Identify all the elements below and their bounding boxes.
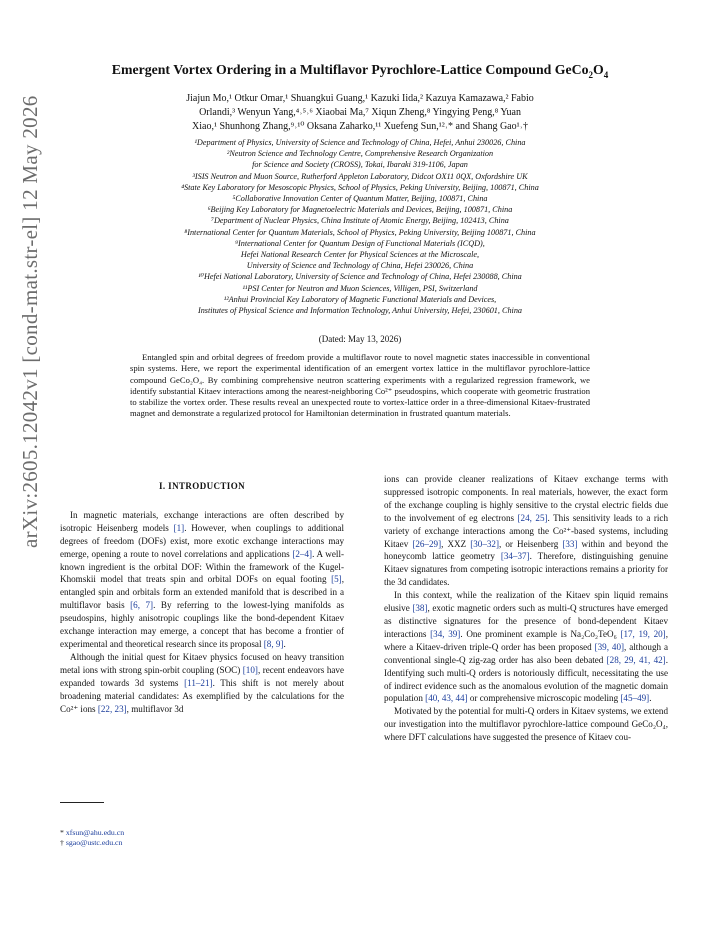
affiliation-line: ⁵Collaborative Innovation Center of Quantum Matter, Beijing, 100871, China (232, 194, 488, 204)
affiliations (80, 137, 640, 316)
paragraph-text: , XXZ (441, 538, 471, 549)
paragraph-text: ions can provide cleaner realizations of Kitaev exchange terms with suppressed isotropic components. In real materials, however, the exact form of the exchange coupling is highly sensitive to the crystal electric fields due to the involvement of eg electrons (384, 474, 668, 523)
citation-link[interactable]: [5] (331, 574, 342, 585)
footnotes (60, 828, 124, 848)
column-right (384, 473, 668, 744)
paragraph-text: . A well-known ingredient is the orbital DOF: Within the framework of the Kugel-Khomskii model that treats spin and orbital DOFs on equal footing (60, 548, 344, 585)
paragraph-text: , although a conventional single-Q zig-zag order has also been debated (384, 641, 668, 665)
affiliation-line: for Science and Society (CROSS), Tokai, Ibaraki 319-1106, Japan (252, 160, 468, 170)
citation-link[interactable]: [26–29] (412, 538, 442, 549)
paragraph-text: or comprehensive microscopic modeling (467, 693, 621, 704)
citation-link[interactable]: [28, 29, 41, 42] (606, 654, 666, 665)
footnote-rule (60, 802, 104, 803)
citation-link[interactable]: [24, 25] (517, 512, 548, 523)
affiliation-line: ⁸International Center for Quantum Materials, School of Physics, Peking University, Beijing 100871, China (184, 227, 536, 237)
section-heading: I. INTRODUCTION (158, 481, 245, 491)
citation-link[interactable]: [6, 7] (130, 600, 154, 611)
affiliation-line: ⁶Beijing Key Laboratory for Magnetoelectric Materials and Devices, Beijing, 100871, China (207, 205, 513, 215)
paragraph (60, 651, 344, 716)
abstract: Entangled spin and orbital degrees of freedom provide a multiflavor route to novel magnetic states inaccessible in conventional spin systems. Here, we report the experimental identification of an emergent vortex lattice in the multiflavor pyrochlore-lattice compound GeCo₂O₄. By combining comprehensive neutron scattering experiments with a regularized regression framework, we identify substantial Kitaev interactions among the nearest-neighboring Co²⁺ pseudospins, which cooperate with geometric frustration to stabilize the vortex order. These results reveal an unexpected route to vortex-lattice order in a three-dimensional Kitaev-frustrated magnet and demonstrate a regularized protocol for Hamiltonian determination in frustrated quantum materials. (130, 352, 590, 419)
paragraph-text: In magnetic materials, exchange interactions are often described by isotropic Heisenberg models (60, 509, 344, 533)
paragraph-text: In this context, while the realization of the Kitaev spin liquid remains elusive (384, 590, 668, 614)
paragraph-text: . Therefore, distinguishing genuine Kitaev signatures from competing isotropic interactions remains a priority for the 3d candidates. (384, 551, 668, 588)
affiliation-line: ⁴State Key Laboratory for Mesoscopic Physics, School of Physics, Peking University, Beijing, 100871, China (181, 182, 539, 192)
citation-link[interactable]: [8, 9] (263, 638, 284, 649)
affiliation-line: University of Science and Technology of China, Hefei 230026, China (246, 261, 474, 271)
affiliation-line: ¹²Anhui Provincial Key Laboratory of Magnetic Functional Materials and Devices, (223, 294, 497, 304)
paragraph-text: within and beyond the honeycomb lattice geometry (384, 538, 668, 562)
footnote-mark: † (60, 838, 64, 847)
paragraph (384, 473, 668, 589)
arxiv-sidebar-id: arXiv:2605.12042v1 [cond-mat.str-el] 12 May 2026 (18, 95, 42, 548)
paragraph-text: , multiflavor 3d (126, 703, 184, 714)
citation-link[interactable]: [17, 19, 20] (620, 628, 666, 639)
paragraph (60, 509, 344, 651)
author-line: Xiao,¹ Shunhong Zhang,⁹˒¹⁰ Oksana Zaharko,¹¹ Xuefeng Sun,¹²˒* and Shang Gao¹˒† (192, 121, 528, 132)
affiliation-line: ²Neutron Science and Technology Centre, Comprehensive Research Organization (226, 149, 494, 159)
paper-title: Emergent Vortex Ordering in a Multiflavor Pyrochlore-Lattice Compound $GeCo_2O_4$ (111, 62, 609, 80)
citation-link[interactable]: [34–37] (500, 551, 530, 562)
citation-link[interactable]: [11–21] (184, 677, 213, 688)
citation-link[interactable]: [2–4] (292, 548, 313, 559)
column-left (60, 473, 344, 715)
date-line: (Dated: May 13, 2026) (318, 334, 402, 344)
paragraph (384, 705, 668, 744)
citation-link[interactable]: [30–32] (470, 538, 500, 549)
affiliation-line: Hefei National Research Center for Physical Sciences at the Microscale, (240, 250, 480, 260)
paragraph-text: Motivated by the potential for multi-Q orders in Kitaev systems, we extend our investigation into the multiflavor pyrochlore-lattice compound GeCo₂O₄, where DFT calculations have suggested the presence of Kitaev cou- (384, 706, 668, 743)
affiliation-line: ⁷Department of Nuclear Physics, China Institute of Atomic Energy, Beijing, 102413, China (211, 216, 509, 226)
paragraph-text: . However, when couplings to additional degrees of freedom (DOFs) exist, more exotic exchange interactions may emerge, opening a route to novel correlations and applications (60, 522, 344, 559)
email-link[interactable]: sgao@ustc.edu.cn (65, 838, 123, 847)
citation-link[interactable]: [34, 39] (430, 628, 461, 639)
author-line: Orlandi,³ Wenyun Yang,⁴˒⁵˒⁶ Xiaobai Ma,⁷ Xiqun Zheng,⁸ Yingying Peng,⁸ Yuan (199, 107, 521, 118)
paragraph-text: , or Heisenberg (499, 538, 563, 549)
citation-link[interactable]: [22, 23] (97, 703, 127, 714)
citation-link[interactable]: [10] (242, 664, 258, 675)
paragraph-text: . One prominent example is Na₂Co₂TeO₆ (460, 628, 621, 639)
citation-link[interactable]: [1] (173, 522, 185, 533)
citation-link[interactable]: [38] (412, 603, 428, 614)
affiliation-line: ¹Department of Physics, University of Science and Technology of China, Hefei, Anhui 230026, China (194, 138, 526, 147)
affiliation-line: ¹⁰Hefei National Laboratory, University of Science and Technology of China, Hefei 230088, China (198, 272, 522, 282)
paragraph-text: . Identifying such multi-Q orders is notoriously difficult, necessitating the use of indirect evidence such as the anomalous evolution of the magnetic domain population (384, 654, 668, 704)
footnote-mark: * (60, 828, 64, 837)
citation-link[interactable]: [40, 43, 44] (425, 693, 468, 704)
paragraph-text: . (649, 693, 652, 704)
affiliation-line: ¹¹PSI Center for Neutron and Muon Sciences, Villigen, PSI, Switzerland (242, 283, 478, 293)
citation-link[interactable]: [45–49] (620, 693, 650, 704)
paragraph-text: . This shift is not merely about broadening material candidates: As exemplified by the calculations for the Co²⁺ ions (60, 677, 344, 714)
paragraph-text: , exotic magnetic orders such as multi-Q structures have emerged as distinctive signatures for the presence of bond-dependent Kitaev interactions (384, 603, 668, 639)
author-line: Jiajun Mo,¹ Otkur Omar,¹ Shuangkui Guang,¹ Kazuki Iida,² Kazuya Kamazawa,² Fabio (186, 93, 534, 104)
citation-link[interactable]: [33] (562, 538, 578, 549)
paragraph-text: . By referring to the lowest-lying manifolds as pseudospins, highly anisotropic couplings like the bond-dependent Kitaev exchange interaction may emerge, a concept that has become a frontier of experimental and theoretical research since its proposal (60, 600, 344, 649)
affiliation-line: Institutes of Physical Science and Information Technology, Anhui University, Hefei, 230601, China (197, 306, 523, 316)
author-list (110, 92, 610, 134)
affiliation-line: ⁹International Center for Quantum Design of Functional Materials (ICQD), (235, 238, 485, 248)
paragraph-text: . (283, 638, 286, 649)
paragraph (384, 589, 668, 705)
paragraph-text: , entangled spin and orbitals form an extended manifold that is described in a multiflavor basis (60, 574, 344, 611)
paragraph-text: , recent endeavors have expanded towards 3d systems (60, 664, 344, 688)
paragraph-text: . This sensitivity leads to a rich variety of exchange interactions among the Co²⁺-based systems, including Kitaev (384, 512, 668, 549)
paragraph-text: , where a Kitaev-driven triple-Q order has been proposed (384, 628, 668, 652)
email-link[interactable]: xfsun@ahu.edu.cn (65, 828, 125, 837)
affiliation-line: ³ISIS Neutron and Muon Source, Rutherford Appleton Laboratory, Didcot OX11 0QX, Oxfordshire UK (192, 171, 528, 181)
citation-link[interactable]: [39, 40] (594, 641, 625, 652)
paragraph-text: Although the initial quest for Kitaev physics focused on heavy transition metal ions with strong spin-orbit coupling (SOC) (60, 651, 344, 675)
